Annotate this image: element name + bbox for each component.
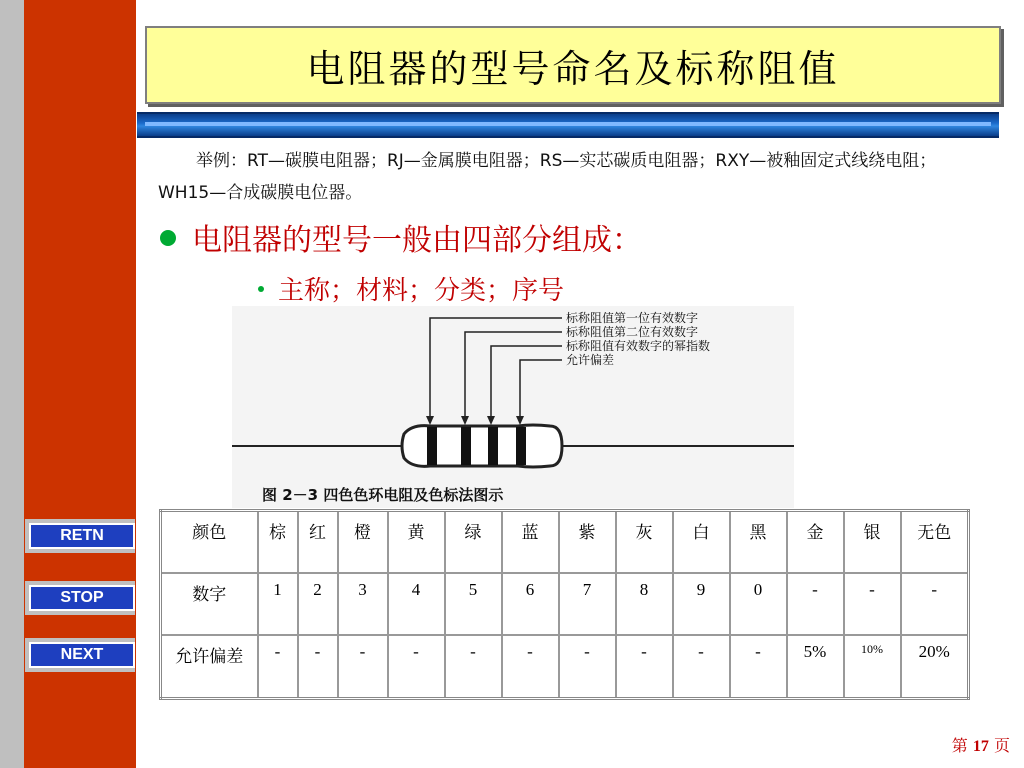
example-text: 举例：RT—碳膜电阻器；RJ—金属膜电阻器；RS—实芯碳质电阻器；RXY—被釉固定式线绕电阻；WH15—合成碳膜电位器。 [158,151,937,203]
color-band-3 [488,427,498,465]
next-button-label[interactable]: NEXT [29,642,135,668]
table-cell: - [844,573,901,635]
table-cell: 5 [445,573,502,635]
table-cell: 2 [298,573,338,635]
table-cell: 白 [673,511,730,573]
color-band-2 [461,427,471,465]
table-cell: 10% [844,635,901,699]
table-cell: 黑 [730,511,787,573]
sub-bullet-dot-icon [258,286,264,292]
table-cell: 橙 [338,511,388,573]
table-cell: - [502,635,559,699]
color-band-4 [516,427,526,465]
title-divider-bar [137,112,999,138]
next-button[interactable] [25,638,135,672]
color-table-body [161,511,969,699]
table-cell: 20% [901,635,969,699]
table-cell: 8 [616,573,673,635]
stop-button[interactable] [25,581,135,615]
table-cell: - [616,635,673,699]
table-cell: 紫 [559,511,616,573]
table-cell: 蓝 [502,511,559,573]
resistor-diagram [232,306,794,508]
table-cell: 5% [787,635,844,699]
slide-title: 电阻器的型号命名及标称阻值 [306,46,840,91]
bullet-main-text: 电阻器的型号一般由四部分组成： [192,223,642,258]
table-cell: - [559,635,616,699]
table-cell: 3 [338,573,388,635]
table-row-digit [161,573,969,635]
table-cell: - [787,573,844,635]
table-cell: 1 [258,573,298,635]
table-cell: - [298,635,338,699]
table-cell: 银 [844,511,901,573]
table-row-header: 允许偏差 [161,635,258,699]
bullet-sub-text: 主称；材料；分类；序号 [278,276,565,306]
table-cell: 7 [559,573,616,635]
table-cell: 灰 [616,511,673,573]
page-number [952,733,1010,756]
table-cell: - [445,635,502,699]
table-cell: 红 [298,511,338,573]
table-cell: 6 [502,573,559,635]
resistor-body [402,425,562,467]
page-suffix: 页 [993,736,1010,755]
table-cell: - [901,573,969,635]
sidebar-gray-strip [0,0,25,768]
figure-label-3: 标称阻值有效数字的幂指数 [566,339,711,353]
bullet-main [160,215,642,259]
table-cell: - [673,635,730,699]
figure-label-4: 允许偏差 [566,353,615,367]
retn-button[interactable] [25,519,135,553]
table-cell: - [388,635,445,699]
table-row-header: 数字 [161,573,258,635]
slide-title-box [145,26,1001,104]
table-cell: 4 [388,573,445,635]
bullet-sub [258,270,564,307]
table-cell: 无色 [901,511,969,573]
divider-highlight [145,122,991,126]
page-number-value: 17 [972,738,989,755]
stop-button-label[interactable]: STOP [29,585,135,611]
table-cell: - [338,635,388,699]
table-cell: 金 [787,511,844,573]
color-code-table [159,509,970,700]
retn-button-label[interactable]: RETN [29,523,135,549]
table-cell: 0 [730,573,787,635]
table-cell: 9 [673,573,730,635]
table-cell: 棕 [258,511,298,573]
figure-caption: 图 2－3 四色色环电阻及色标法图示 [262,486,504,504]
page-prefix: 第 [951,736,968,755]
table-cell: 绿 [445,511,502,573]
color-band-1 [427,427,437,465]
table-cell: - [258,635,298,699]
table-row-color [161,511,969,573]
resistor-figure [232,306,794,508]
figure-label-1: 标称阻值第一位有效数字 [566,311,699,325]
table-row-tolerance [161,635,969,699]
table-cell: - [730,635,787,699]
table-cell: 黄 [388,511,445,573]
bullet-dot-icon [160,230,176,246]
figure-label-2: 标称阻值第二位有效数字 [566,325,699,339]
table-row-header: 颜色 [161,511,258,573]
